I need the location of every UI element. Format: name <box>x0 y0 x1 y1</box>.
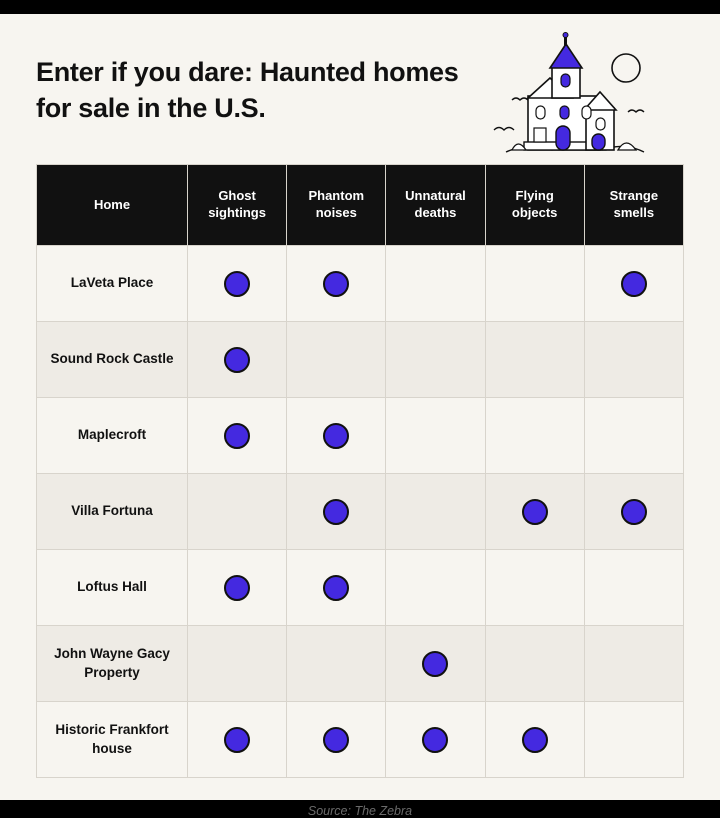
matrix-cell <box>188 246 287 322</box>
table-row <box>37 474 684 550</box>
column-header-ghost-sightings: Ghost sightings <box>188 165 287 246</box>
matrix-cell <box>188 398 287 474</box>
matrix-cell <box>386 246 485 322</box>
matrix-cell <box>485 550 584 626</box>
haunting-dot-marker <box>522 499 548 525</box>
matrix-cell <box>188 322 287 398</box>
matrix-cell <box>485 246 584 322</box>
matrix-cell <box>188 474 287 550</box>
matrix-cell <box>584 398 683 474</box>
matrix-cell <box>287 702 386 778</box>
matrix-cell <box>485 322 584 398</box>
matrix-cell <box>188 626 287 702</box>
matrix-cell <box>188 702 287 778</box>
matrix-cell <box>287 398 386 474</box>
page-title: Enter if you dare: Haunted homes for sale in the U.S. <box>36 57 459 124</box>
haunted-house-icon <box>468 30 678 162</box>
matrix-cell <box>287 550 386 626</box>
haunting-dot-marker <box>224 347 250 373</box>
source-note: Source: The Zebra <box>307 804 413 818</box>
haunting-dot-marker <box>224 575 250 601</box>
matrix-cell <box>287 322 386 398</box>
column-header-unnatural-deaths: Unnatural deaths <box>386 165 485 246</box>
row-label-home: Sound Rock Castle <box>37 322 188 398</box>
matrix-cell <box>485 398 584 474</box>
haunting-dot-marker <box>323 727 349 753</box>
matrix-cell <box>386 322 485 398</box>
matrix-cell <box>386 626 485 702</box>
matrix-cell <box>287 626 386 702</box>
matrix-cell <box>584 626 683 702</box>
matrix-cell <box>584 474 683 550</box>
row-label-home: John Wayne Gacy Property <box>37 626 188 702</box>
haunting-dot-marker <box>323 499 349 525</box>
haunting-dot-marker <box>522 727 548 753</box>
table-body <box>37 246 684 778</box>
matrix-cell <box>188 550 287 626</box>
haunting-dot-marker <box>621 499 647 525</box>
table-row <box>37 322 684 398</box>
table-row <box>37 702 684 778</box>
column-header-flying-objects: Flying objects <box>485 165 584 246</box>
matrix-cell <box>584 246 683 322</box>
table-row <box>37 626 684 702</box>
matrix-cell <box>287 246 386 322</box>
matrix-cell <box>386 702 485 778</box>
row-label-home: Villa Fortuna <box>37 474 188 550</box>
table-header <box>37 165 684 246</box>
haunting-dot-marker <box>422 727 448 753</box>
haunting-dot-marker <box>224 727 250 753</box>
table-row <box>37 246 684 322</box>
matrix-cell <box>584 702 683 778</box>
matrix-cell <box>386 550 485 626</box>
column-header-home: Home <box>37 165 188 246</box>
column-header-strange-smells: Strange smells <box>584 165 683 246</box>
haunting-dot-marker <box>323 271 349 297</box>
row-label-home: Historic Frankfort house <box>37 702 188 778</box>
matrix-cell <box>584 322 683 398</box>
matrix-cell <box>386 398 485 474</box>
haunting-dot-marker <box>224 271 250 297</box>
table-row <box>37 550 684 626</box>
table-row <box>37 398 684 474</box>
matrix-cell <box>386 474 485 550</box>
haunting-dot-marker <box>422 651 448 677</box>
table-header-row <box>37 165 684 246</box>
haunting-dot-marker <box>323 423 349 449</box>
matrix-cell <box>485 626 584 702</box>
row-label-home: Maplecroft <box>37 398 188 474</box>
haunting-matrix-table <box>36 164 684 778</box>
matrix-cell <box>485 702 584 778</box>
matrix-cell <box>287 474 386 550</box>
row-label-home: LaVeta Place <box>37 246 188 322</box>
matrix-cell <box>485 474 584 550</box>
matrix-cell <box>584 550 683 626</box>
haunting-dot-marker <box>323 575 349 601</box>
row-label-home: Loftus Hall <box>37 550 188 626</box>
haunting-dot-marker <box>224 423 250 449</box>
header <box>36 14 684 164</box>
column-header-phantom-noises: Phantom noises <box>287 165 386 246</box>
haunting-dot-marker <box>621 271 647 297</box>
infographic-card <box>0 14 720 818</box>
